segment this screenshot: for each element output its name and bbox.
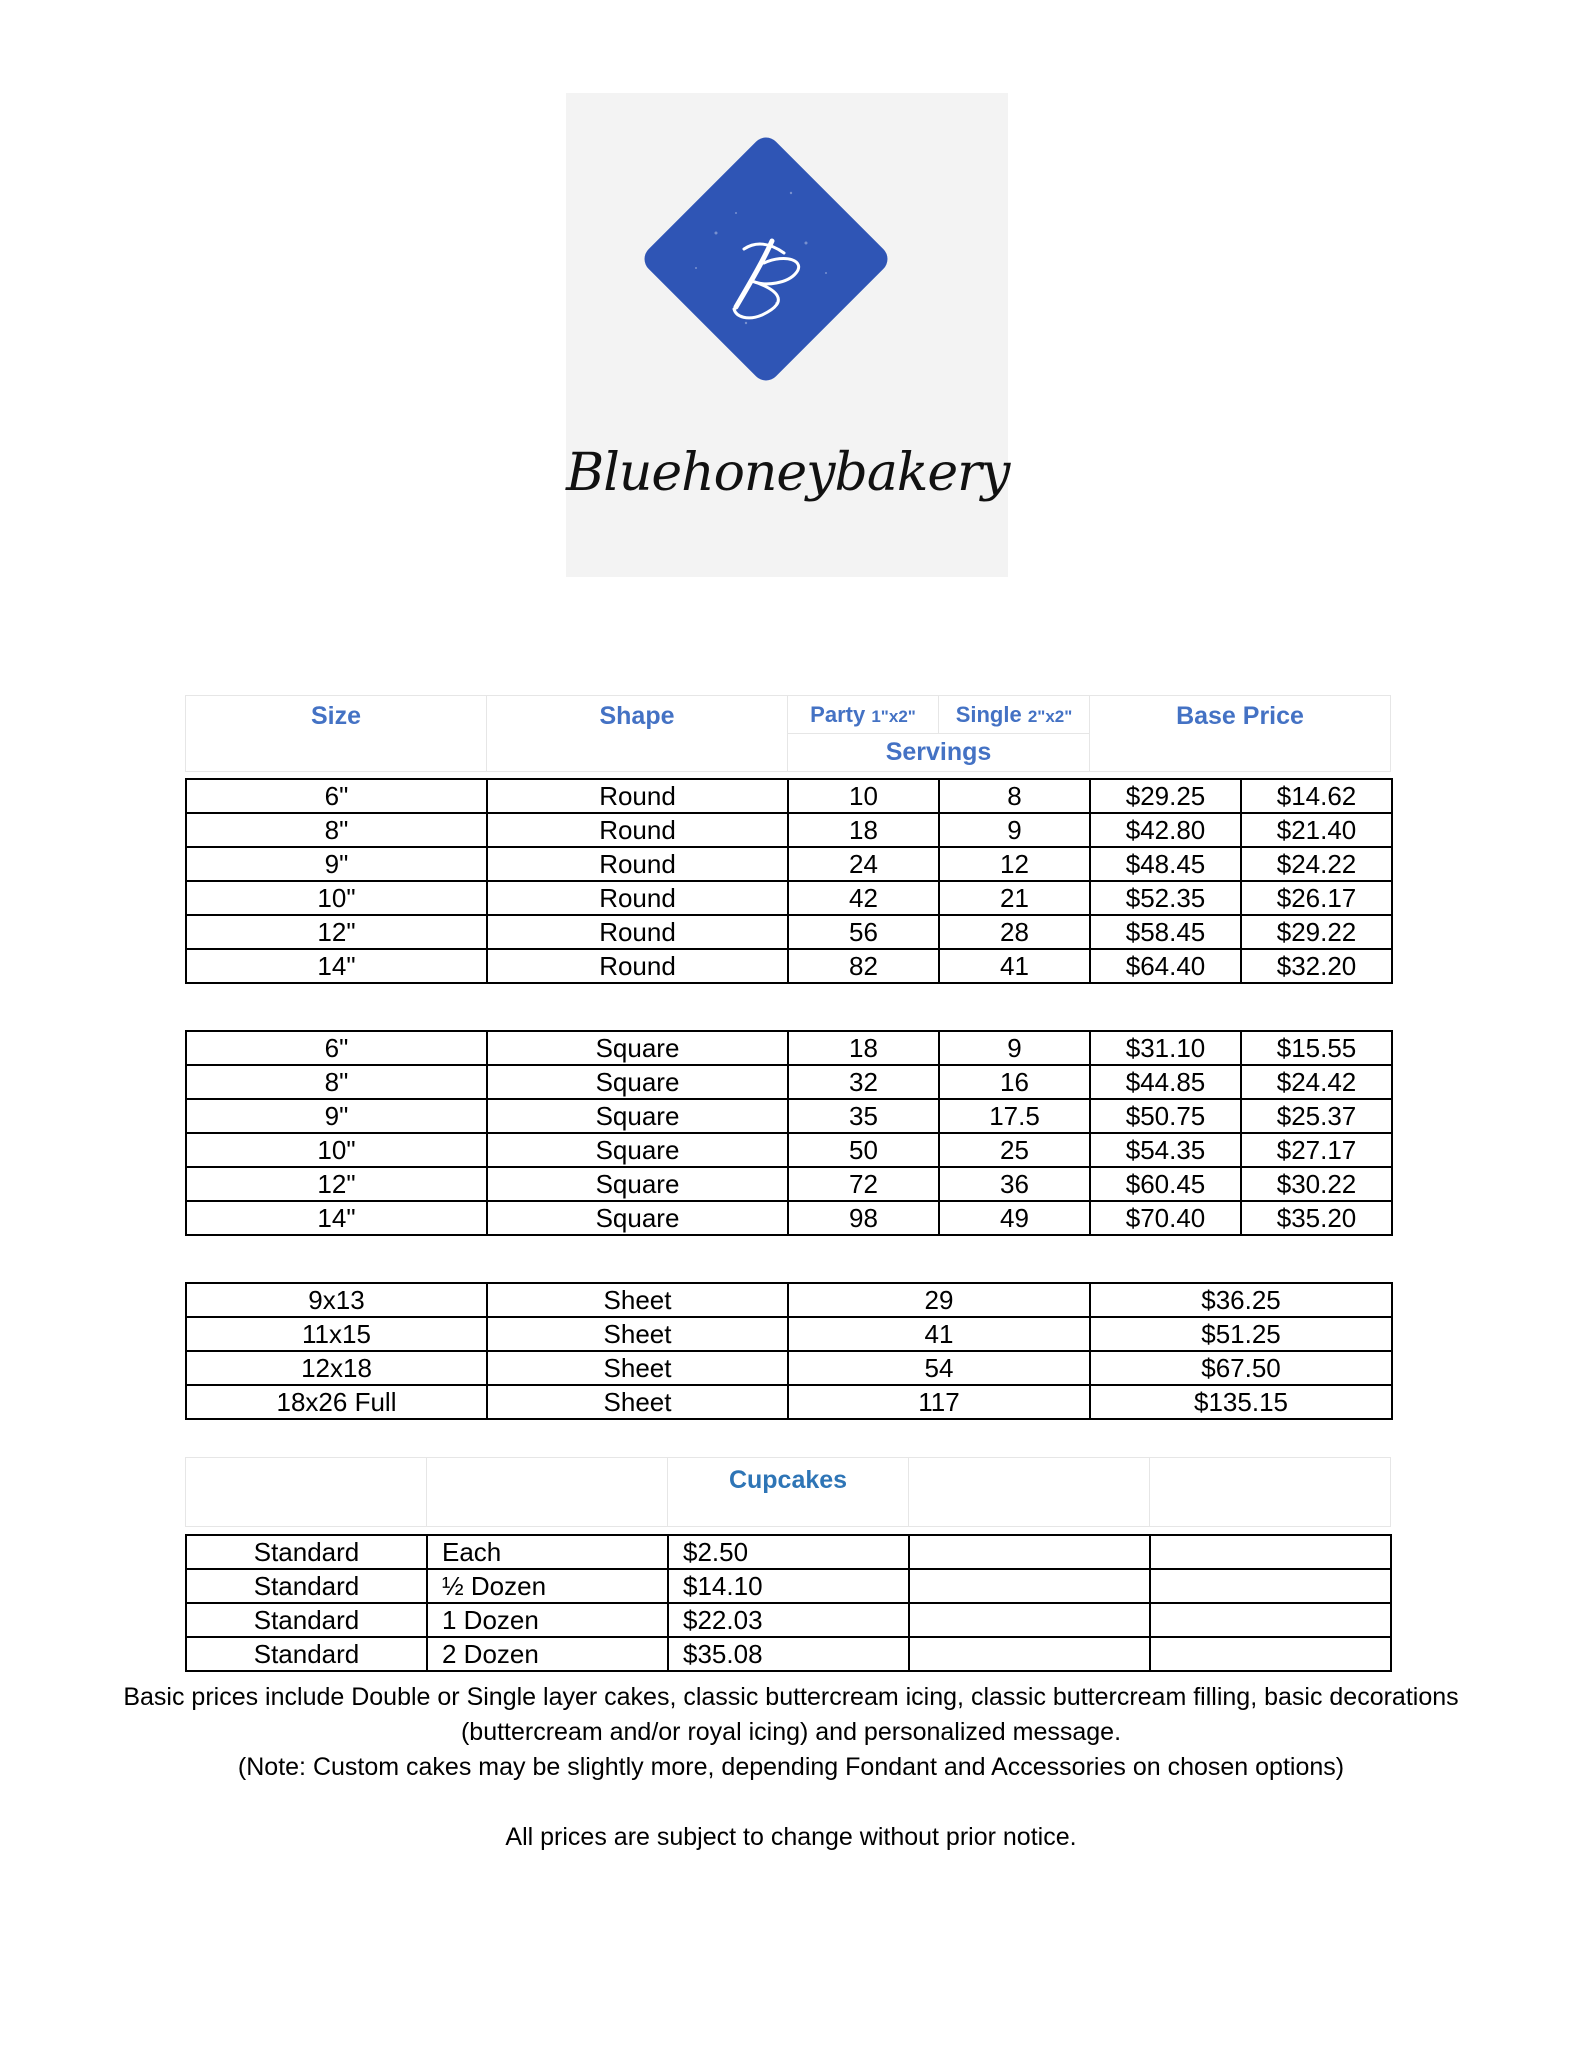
- table-cell: 72: [788, 1167, 939, 1201]
- table-row: [186, 1031, 1392, 1065]
- table-cell: 21: [939, 881, 1090, 915]
- table-cell: 9x13: [186, 1283, 487, 1317]
- table-cell: Square: [487, 1201, 788, 1235]
- table-cell: 11x15: [186, 1317, 487, 1351]
- brand-name: Bluehoneybakery: [566, 443, 1010, 503]
- servings-header: Servings: [788, 734, 1090, 772]
- table-cell: 35: [788, 1099, 939, 1133]
- table-cell: $60.45: [1090, 1167, 1241, 1201]
- table-cell: Standard: [186, 1603, 427, 1637]
- table-cell: Round: [487, 881, 788, 915]
- table-cell: 12": [186, 915, 487, 949]
- table-cell: 14": [186, 1201, 487, 1235]
- base-price-header: Base Price: [1090, 696, 1391, 772]
- table-cell: 12": [186, 1167, 487, 1201]
- table-cell: 14": [186, 949, 487, 983]
- table-cell: $35.08: [668, 1637, 909, 1671]
- note-line-3: (Note: Custom cakes may be slightly more, depending Fondant and Accessories on chosen options): [237, 1753, 1345, 1781]
- table-row: [186, 1637, 1391, 1671]
- table-cell: $21.40: [1241, 813, 1392, 847]
- table-cell: $50.75: [1090, 1099, 1241, 1133]
- table-cell: 42: [788, 881, 939, 915]
- size-header: Size: [186, 696, 487, 772]
- table-cell: 12x18: [186, 1351, 487, 1385]
- table-cell: 10: [788, 779, 939, 813]
- table-cell: Standard: [186, 1535, 427, 1569]
- empty-cell: [1150, 1569, 1391, 1603]
- table-cell: Round: [487, 847, 788, 881]
- table-cell: 8": [186, 1065, 487, 1099]
- note-line-1: Basic prices include Double or Single layer cakes, classic buttercream icing, classic buttercream filling, basic decorations: [123, 1683, 1459, 1711]
- table-row: [186, 1317, 1392, 1351]
- table-cell: $51.25: [1090, 1317, 1392, 1351]
- cupcakes-table: [185, 1534, 1392, 1672]
- table-cell: $24.22: [1241, 847, 1392, 881]
- table-cell: 8": [186, 813, 487, 847]
- table-cell: 36: [939, 1167, 1090, 1201]
- table-cell: $42.80: [1090, 813, 1241, 847]
- table-row: [186, 1569, 1391, 1603]
- table-row: [186, 1201, 1392, 1235]
- table-cell: 1 Dozen: [427, 1603, 668, 1637]
- pricing-notes: [60, 1680, 1522, 1855]
- note-line-2: (buttercream and/or royal icing) and personalized message.: [460, 1718, 1122, 1746]
- table-cell: $32.20: [1241, 949, 1392, 983]
- table-cell: $15.55: [1241, 1031, 1392, 1065]
- table-cell: $24.42: [1241, 1065, 1392, 1099]
- table-row: [186, 813, 1392, 847]
- logo: [566, 93, 1008, 577]
- table-cell: $48.45: [1090, 847, 1241, 881]
- table-cell: Square: [487, 1133, 788, 1167]
- table-cell: Square: [487, 1099, 788, 1133]
- table-row: [186, 1065, 1392, 1099]
- table-cell: 28: [939, 915, 1090, 949]
- table-cell: Round: [487, 949, 788, 983]
- table-cell: 29: [788, 1283, 1090, 1317]
- table-cell: Square: [487, 1031, 788, 1065]
- table-cell: 9": [186, 847, 487, 881]
- table-row: [186, 1283, 1392, 1317]
- table-cell: ½ Dozen: [427, 1569, 668, 1603]
- table-row: [186, 915, 1392, 949]
- table-cell: $31.10: [1090, 1031, 1241, 1065]
- table-cell: 117: [788, 1385, 1090, 1419]
- table-cell: $44.85: [1090, 1065, 1241, 1099]
- table-cell: 41: [939, 949, 1090, 983]
- table-cell: $36.25: [1090, 1283, 1392, 1317]
- table-cell: Sheet: [487, 1351, 788, 1385]
- table-cell: 56: [788, 915, 939, 949]
- round-rows: [186, 779, 1392, 983]
- sheet-cake-table: [185, 1282, 1393, 1420]
- table-row: [186, 1167, 1392, 1201]
- table-cell: 98: [788, 1201, 939, 1235]
- table-cell: 10": [186, 1133, 487, 1167]
- table-cell: 6": [186, 779, 487, 813]
- empty-cell: [1150, 1637, 1391, 1671]
- table-cell: Square: [487, 1065, 788, 1099]
- table-cell: 32: [788, 1065, 939, 1099]
- table-cell: $14.62: [1241, 779, 1392, 813]
- table-cell: Round: [487, 779, 788, 813]
- table-cell: 54: [788, 1351, 1090, 1385]
- round-cake-table: [185, 778, 1393, 984]
- table-cell: $26.17: [1241, 881, 1392, 915]
- table-row: [186, 1535, 1391, 1569]
- table-cell: 49: [939, 1201, 1090, 1235]
- table-cell: $64.40: [1090, 949, 1241, 983]
- sheet-rows: [186, 1283, 1392, 1419]
- cupcakes-header: [185, 1457, 1391, 1527]
- note-line-4: All prices are subject to change without prior notice.: [505, 1823, 1077, 1851]
- table-cell: $30.22: [1241, 1167, 1392, 1201]
- table-cell: $35.20: [1241, 1201, 1392, 1235]
- cupcake-rows: [186, 1535, 1391, 1671]
- table-cell: $52.35: [1090, 881, 1241, 915]
- table-cell: 25: [939, 1133, 1090, 1167]
- table-cell: 18x26 Full: [186, 1385, 487, 1419]
- table-row: [186, 1133, 1392, 1167]
- table-cell: $22.03: [668, 1603, 909, 1637]
- single-header: Single 2"x2": [939, 696, 1090, 734]
- table-cell: 17.5: [939, 1099, 1090, 1133]
- table-row: [186, 949, 1392, 983]
- table-row: [186, 847, 1392, 881]
- empty-cell: [909, 1535, 1150, 1569]
- table-cell: 10": [186, 881, 487, 915]
- table-row: [186, 1099, 1392, 1133]
- table-cell: $58.45: [1090, 915, 1241, 949]
- table-cell: $135.15: [1090, 1385, 1392, 1419]
- table-cell: Sheet: [487, 1317, 788, 1351]
- table-row: [186, 1603, 1391, 1637]
- square-cake-table: [185, 1030, 1393, 1236]
- empty-cell: [1150, 1535, 1391, 1569]
- table-cell: Each: [427, 1535, 668, 1569]
- bluehoney-diamond-icon: [566, 93, 1008, 577]
- table-cell: Standard: [186, 1569, 427, 1603]
- table-row: [186, 779, 1392, 813]
- table-cell: $2.50: [668, 1535, 909, 1569]
- empty-cell: [909, 1637, 1150, 1671]
- empty-cell: [909, 1569, 1150, 1603]
- table-cell: $54.35: [1090, 1133, 1241, 1167]
- table-cell: $67.50: [1090, 1351, 1392, 1385]
- square-rows: [186, 1031, 1392, 1235]
- table-cell: 50: [788, 1133, 939, 1167]
- cupcakes-title: Cupcakes: [668, 1458, 909, 1527]
- table-cell: 82: [788, 949, 939, 983]
- shape-header: Shape: [487, 696, 788, 772]
- table-cell: 9: [939, 813, 1090, 847]
- table-row: [186, 881, 1392, 915]
- empty-cell: [909, 1603, 1150, 1637]
- table-cell: 41: [788, 1317, 1090, 1351]
- table-cell: 2 Dozen: [427, 1637, 668, 1671]
- table-cell: Round: [487, 813, 788, 847]
- table-cell: 18: [788, 1031, 939, 1065]
- table-cell: 9: [939, 1031, 1090, 1065]
- table-cell: 18: [788, 813, 939, 847]
- table-row: [186, 1385, 1392, 1419]
- table-cell: $27.17: [1241, 1133, 1392, 1167]
- table-cell: 24: [788, 847, 939, 881]
- table-cell: 6": [186, 1031, 487, 1065]
- table-cell: 12: [939, 847, 1090, 881]
- table-cell: $14.10: [668, 1569, 909, 1603]
- table-cell: Standard: [186, 1637, 427, 1671]
- party-header: Party 1"x2": [788, 696, 939, 734]
- table-cell: Sheet: [487, 1283, 788, 1317]
- table-cell: 9": [186, 1099, 487, 1133]
- table-cell: Square: [487, 1167, 788, 1201]
- empty-cell: [1150, 1603, 1391, 1637]
- table-row: [186, 1351, 1392, 1385]
- table-cell: 8: [939, 779, 1090, 813]
- cake-table-header: [185, 695, 1391, 772]
- table-cell: $25.37: [1241, 1099, 1392, 1133]
- table-cell: 16: [939, 1065, 1090, 1099]
- table-cell: $70.40: [1090, 1201, 1241, 1235]
- table-cell: $29.22: [1241, 915, 1392, 949]
- table-cell: $29.25: [1090, 779, 1241, 813]
- table-cell: Round: [487, 915, 788, 949]
- table-cell: Sheet: [487, 1385, 788, 1419]
